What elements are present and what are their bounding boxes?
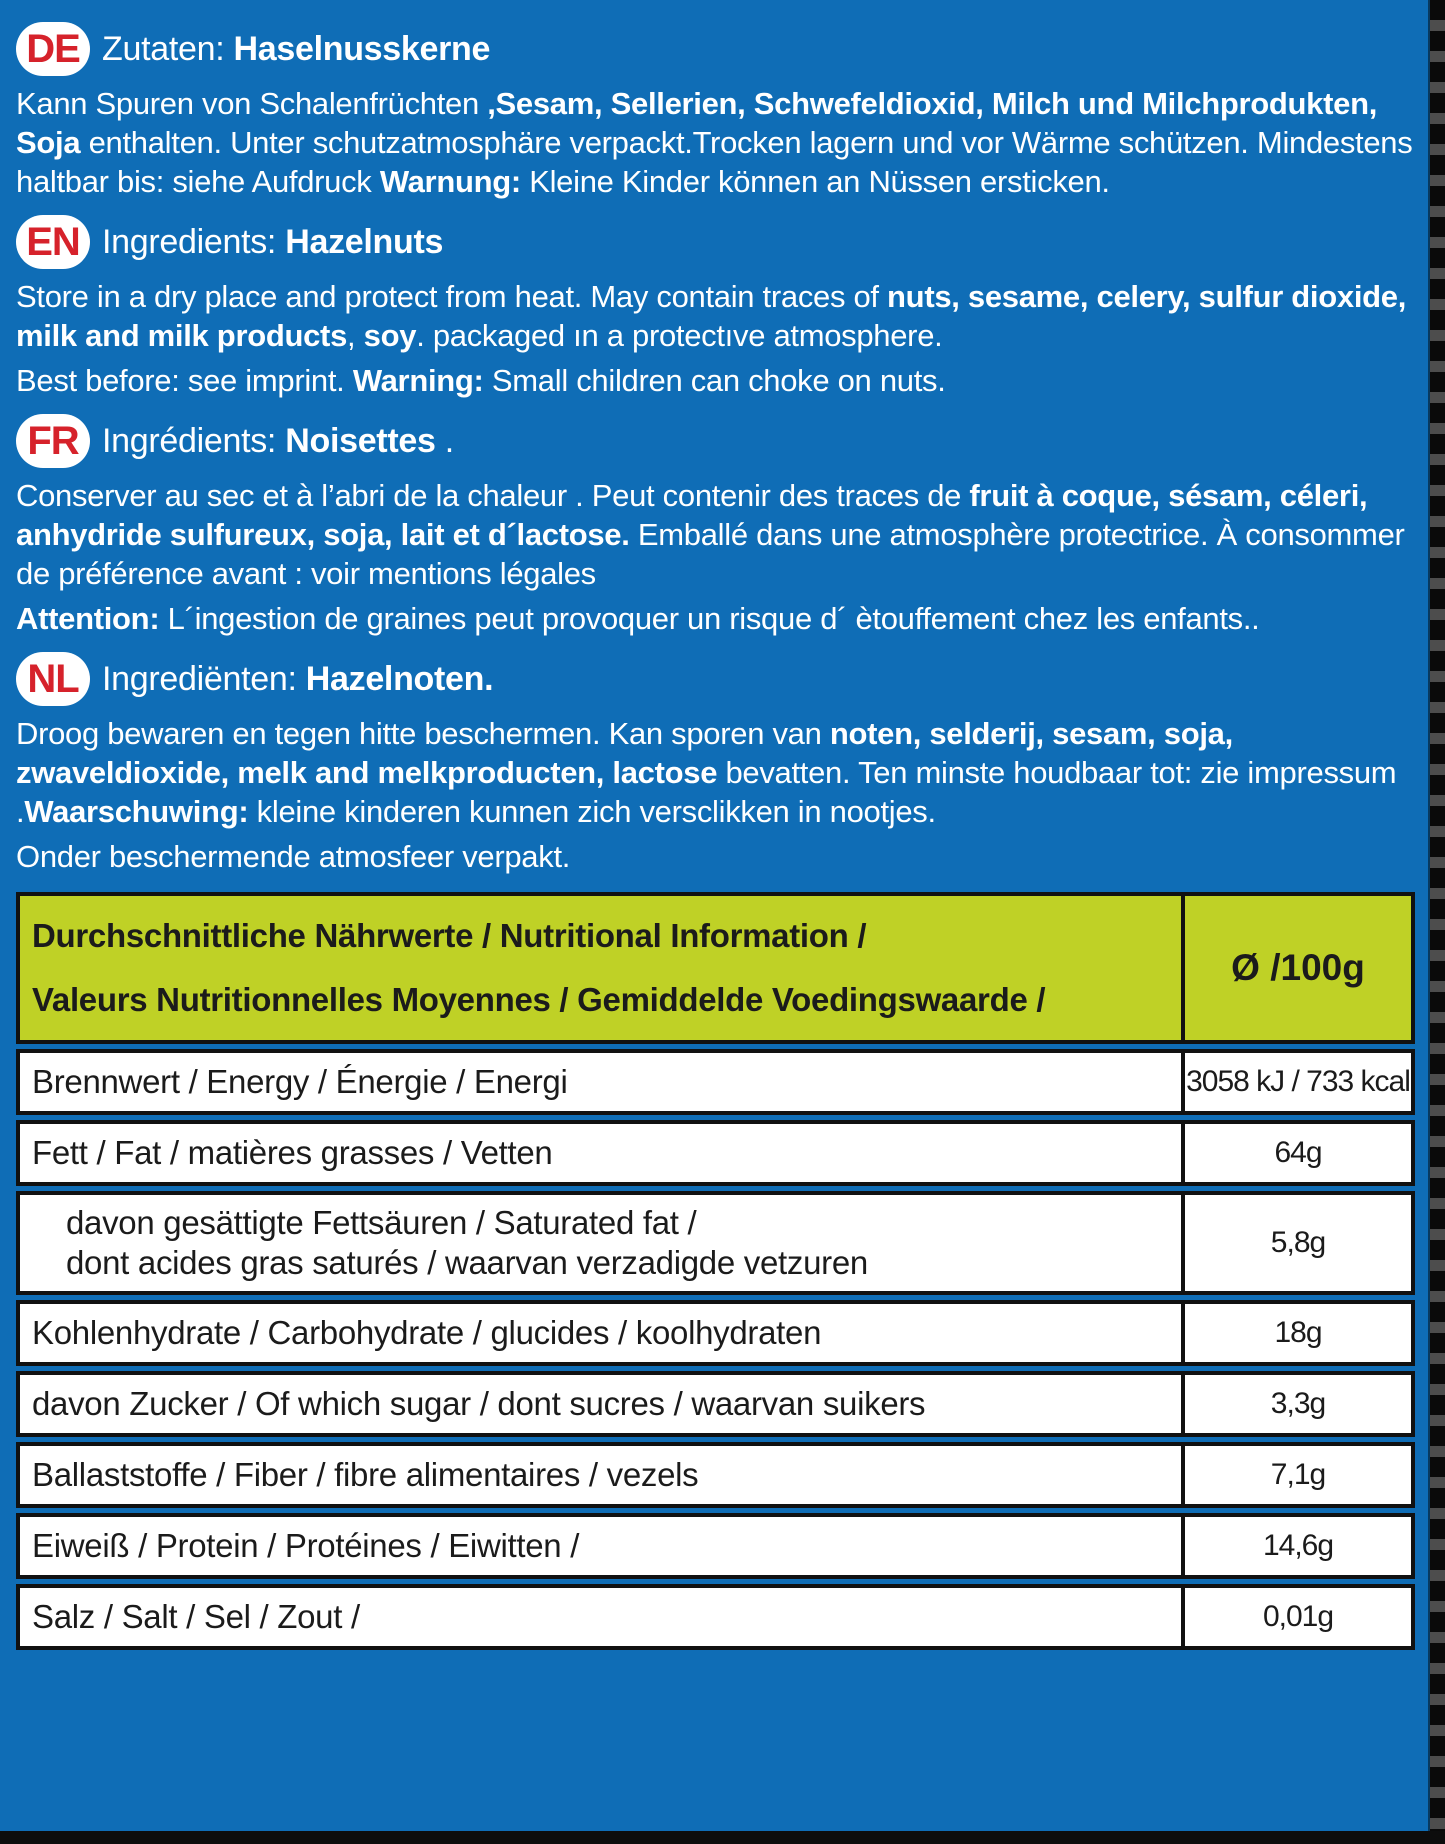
bold-text: Hazelnuts	[285, 222, 444, 261]
text: Ingrediënten:	[102, 659, 306, 698]
section-paragraphs	[16, 714, 1415, 876]
bold-text: nuts, sesame, celery, sulfur dioxide, milk and milk products	[16, 279, 1407, 353]
nutrient-label	[20, 1375, 1181, 1433]
nutrition-table-row	[16, 1442, 1415, 1508]
nutrient-value: 3,3g	[1181, 1375, 1411, 1433]
text: Conserver au sec et à l’abri de la chaleur . Peut contenir des traces de	[16, 478, 970, 513]
nutrient-label-line: Salz / Salt / Sel / Zout /	[32, 1598, 360, 1635]
paragraph	[16, 714, 1415, 831]
nutrient-label	[20, 1053, 1181, 1111]
language-section	[16, 215, 1415, 400]
section-intro	[102, 422, 454, 461]
text: Ingredients:	[102, 222, 286, 261]
section-intro	[102, 660, 493, 699]
nutrient-value: 18g	[1181, 1304, 1411, 1362]
nutrition-table	[16, 892, 1415, 1650]
nutrition-table-row	[16, 1191, 1415, 1295]
nutrient-label	[20, 1195, 1181, 1291]
nutrient-label-line: Kohlenhydrate / Carbohydrate / glucides / koolhydraten	[32, 1314, 822, 1351]
text: ,	[347, 318, 364, 353]
paragraph	[16, 837, 1415, 876]
text: Kann Spuren von Schalenfrüchten	[16, 86, 488, 121]
paragraph	[16, 476, 1415, 593]
lang-badge-en: EN	[16, 215, 90, 269]
text: .	[435, 421, 454, 460]
nutrition-table-row	[16, 1371, 1415, 1437]
paragraph	[16, 599, 1415, 638]
bold-text: noten, selderij, sesam, soja, zwaveldioxide, melk and melkproducten, lactose	[16, 716, 1233, 790]
bold-text: Warning:	[352, 363, 484, 398]
nutrition-table-row	[16, 1049, 1415, 1115]
section-intro-row	[16, 215, 1415, 269]
bold-text: Noisettes	[285, 421, 436, 460]
section-intro	[102, 223, 443, 262]
section-paragraphs	[16, 277, 1415, 400]
nutrient-label-line: dont acides gras saturés / waarvan verzadigde vetzuren	[66, 1244, 868, 1281]
text: Small children can choke on nuts.	[483, 363, 946, 398]
nutrient-label	[20, 1304, 1181, 1362]
bold-text: Haselnusskerne	[233, 29, 491, 68]
text: Zutaten:	[102, 29, 234, 68]
nutrient-value: 5,8g	[1181, 1195, 1411, 1291]
nutrition-header-per-100g: Ø /100g	[1181, 896, 1411, 1040]
nutrient-label	[20, 1517, 1181, 1575]
text: . packaged ın a protectıve atmosphere.	[416, 318, 943, 353]
language-section	[16, 22, 1415, 201]
nutrient-value: 3058 kJ / 733 kcal	[1181, 1053, 1411, 1111]
nutrient-label	[20, 1124, 1181, 1182]
text: Ingrédients:	[102, 421, 286, 460]
section-paragraphs	[16, 84, 1415, 201]
text: kleine kinderen kunnen zich versclikken in nootjes.	[248, 794, 936, 829]
nutrition-table-row	[16, 1120, 1415, 1186]
nutrient-label	[20, 1446, 1181, 1504]
nutrient-value: 64g	[1181, 1124, 1411, 1182]
section-paragraphs	[16, 476, 1415, 638]
bold-text: Hazelnoten.	[305, 659, 494, 698]
section-intro-row	[16, 414, 1415, 468]
paragraph	[16, 84, 1415, 201]
nutrition-table-row	[16, 1584, 1415, 1650]
section-intro-row	[16, 652, 1415, 706]
nutrient-value: 7,1g	[1181, 1446, 1411, 1504]
package-bottom-edge	[0, 1831, 1445, 1844]
text: bevatten. Ten minste houdbaar tot: zie impressum .	[16, 755, 1397, 829]
bold-text: soy	[363, 318, 417, 353]
text: Onder beschermende atmosfeer verpakt.	[16, 839, 571, 874]
label-content	[16, 12, 1415, 1655]
language-section	[16, 652, 1415, 876]
lang-badge-nl: NL	[16, 652, 90, 706]
text: Kleine Kinder können an Nüssen ersticken.	[520, 164, 1110, 199]
paragraph	[16, 361, 1415, 400]
bold-text: ,Sesam, Sellerien, Schwefeldioxid, Milch und Milchprodukten, Soja	[16, 86, 1378, 160]
section-intro-row	[16, 22, 1415, 76]
nutrient-value: 0,01g	[1181, 1588, 1411, 1646]
section-intro	[102, 30, 490, 69]
nutrition-header-line1: Durchschnittliche Nährwerte / Nutritional Information /	[32, 917, 867, 954]
nutrient-label-line: davon gesättigte Fettsäuren / Saturated fat /	[66, 1204, 697, 1241]
nutrition-table-header	[16, 892, 1415, 1044]
nutrient-label-line: Eiweiß / Protein / Protéines / Eiwitten /	[32, 1527, 580, 1564]
nutrient-label	[20, 1588, 1181, 1646]
lang-badge-fr: FR	[16, 414, 90, 468]
nutrition-table-row	[16, 1300, 1415, 1366]
text: L´ingestion de graines peut provoquer un risque d´ ètouffement chez les enfants..	[159, 601, 1260, 636]
nutrition-header-title	[20, 896, 1181, 1040]
bold-text: Attention:	[16, 601, 160, 636]
nutrition-header-line2: Valeurs Nutritionnelles Moyennes / Gemiddelde Voedingswaarde /	[32, 981, 1046, 1018]
nutrient-label-line: Fett / Fat / matières grasses / Vetten	[32, 1134, 553, 1171]
package-right-perforation-edge	[1428, 0, 1445, 1844]
nutrient-value: 14,6g	[1181, 1517, 1411, 1575]
text: Emballé dans une atmosphère protectrice. À consommer de préférence avant : voir mentions légales	[16, 517, 1405, 591]
text: enthalten. Unter schutzatmosphäre verpackt.Trocken lagern und vor Wärme schützen. Mindestens haltbar bis: siehe Aufdruck	[16, 125, 1413, 199]
text: Droog bewaren en tegen hitte beschermen. Kan sporen van	[16, 716, 830, 751]
text: Store in a dry place and protect from heat. May contain traces of	[16, 279, 888, 314]
text: Best before: see imprint.	[16, 363, 353, 398]
lang-badge-de: DE	[16, 22, 90, 76]
bold-text: fruit à coque, sésam, céleri, anhydride sulfureux, soja, lait et d´lactose.	[16, 478, 1368, 552]
nutrient-label-line: Ballaststoffe / Fiber / fibre alimentaires / vezels	[32, 1456, 699, 1493]
language-section	[16, 414, 1415, 638]
nutrition-table-rows	[16, 1049, 1415, 1650]
bold-text: Waarschuwing:	[24, 794, 249, 829]
nutrient-label-line: davon Zucker / Of which sugar / dont sucres / waarvan suikers	[32, 1385, 926, 1422]
nutrition-table-row	[16, 1513, 1415, 1579]
language-sections	[16, 22, 1415, 876]
bold-text: Warnung:	[379, 164, 521, 199]
paragraph	[16, 277, 1415, 355]
nutrient-label-line: Brennwert / Energy / Énergie / Energi	[32, 1063, 568, 1100]
